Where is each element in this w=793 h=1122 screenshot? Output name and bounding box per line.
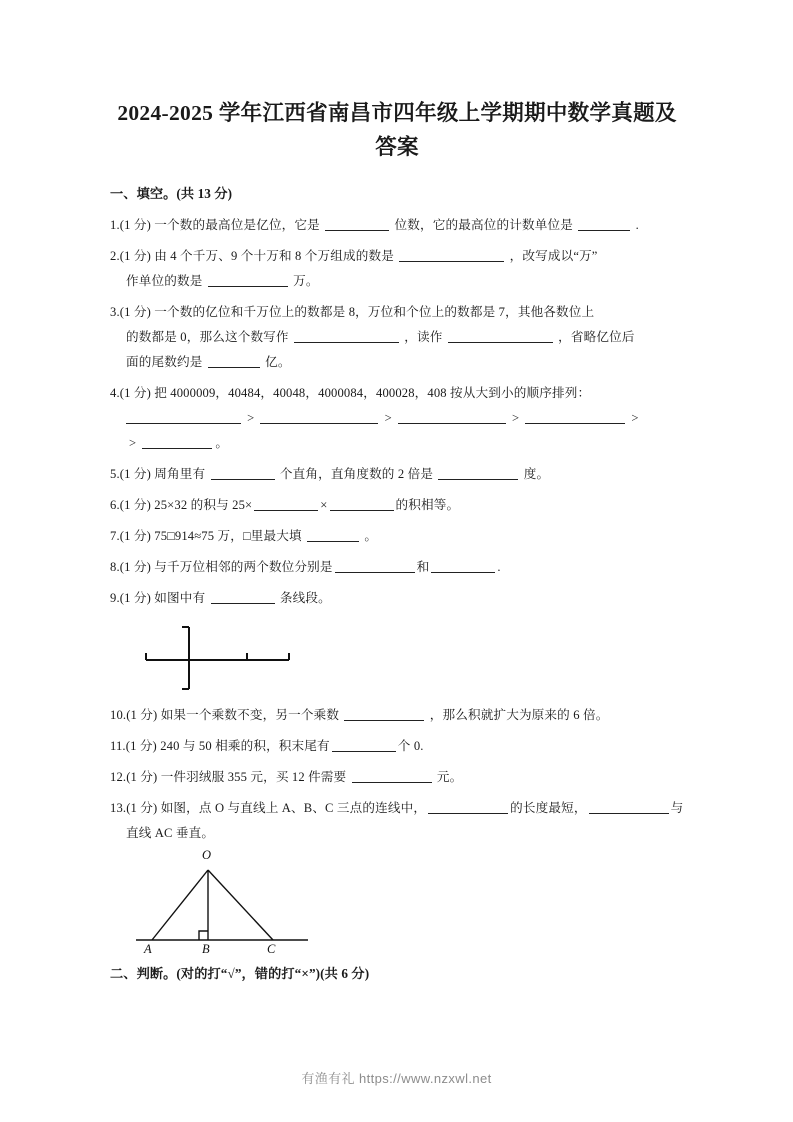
question-4-end-punct: 。 xyxy=(215,436,229,450)
question-2-blank-1[interactable] xyxy=(399,248,504,262)
question-6-blank-2[interactable] xyxy=(330,497,394,511)
question-3-blank-1[interactable] xyxy=(294,329,399,343)
question-4-blank-3[interactable] xyxy=(398,410,506,424)
question-8-text-1: 与千万位相邻的两个数位分别是 xyxy=(154,560,333,574)
question-8-number: 8.(1 分) xyxy=(110,560,151,574)
question-12-text-2: 元。 xyxy=(436,770,463,784)
question-5-text-3: 度。 xyxy=(523,467,550,481)
triangle-figure-svg xyxy=(130,852,360,960)
question-1 xyxy=(110,213,684,238)
question-9-text-1: 如图中有 xyxy=(154,591,206,605)
question-2 xyxy=(110,244,684,294)
question-3-text-2: 的数都是 0，那么这个数写作 xyxy=(126,330,289,344)
question-4-separator-4: > xyxy=(631,411,639,425)
question-1-text-1: 一个数的最高位是亿位，它是 xyxy=(154,218,320,232)
right-angle-marker xyxy=(199,931,208,940)
question-4-number: 4.(1 分) xyxy=(110,386,151,400)
question-12 xyxy=(110,765,684,790)
section-heading-true-false: 二、判断。(对的打“√”，错的打“×”)(共 6 分) xyxy=(110,966,370,981)
question-11-text-2: 个 0. xyxy=(397,739,424,753)
page-title xyxy=(108,96,686,164)
segment-oc xyxy=(208,870,273,940)
question-6-text-2: × xyxy=(320,498,328,512)
question-12-number: 12.(1 分) xyxy=(110,770,158,784)
question-9-blank-1[interactable] xyxy=(211,590,275,604)
question-8-blank-1[interactable] xyxy=(335,559,415,573)
question-7-number: 7.(1 分) xyxy=(110,529,151,543)
question-5-blank-1[interactable] xyxy=(211,466,275,480)
question-9-number: 9.(1 分) xyxy=(110,591,151,605)
question-13-text-4: 直线 AC 垂直。 xyxy=(126,826,215,840)
question-12-blank-1[interactable] xyxy=(352,769,432,783)
question-3-text-5: 面的尾数约是 xyxy=(126,355,203,369)
question-1-blank-2[interactable] xyxy=(578,217,630,231)
question-3-text-6: 亿。 xyxy=(265,355,291,369)
triangle-label-b: B xyxy=(202,942,210,956)
question-10-blank-1[interactable] xyxy=(344,707,424,721)
triangle-label-o: O xyxy=(202,848,212,862)
question-10-text-1: 如果一个乘数不变，另一个乘数 xyxy=(160,708,340,722)
question-8-blank-2[interactable] xyxy=(431,559,495,573)
question-13-blank-1[interactable] xyxy=(428,800,508,814)
question-4-blank-1[interactable] xyxy=(126,410,241,424)
question-3-blank-3[interactable] xyxy=(208,354,260,368)
question-1-blank-1[interactable] xyxy=(325,217,389,231)
question-6 xyxy=(110,493,684,518)
exam-body xyxy=(110,184,684,993)
triangle-label-a: A xyxy=(144,942,152,956)
triangle-figure xyxy=(130,848,360,960)
page-title-line-1: 2024-2025 学年江西省南昌市四年级上学期期中数学真题及 xyxy=(117,101,677,125)
question-2-blank-2[interactable] xyxy=(208,273,288,287)
question-6-blank-1[interactable] xyxy=(254,497,318,511)
footer-watermark: 有渔有礼 https://www.nzxwl.net xyxy=(301,1071,492,1086)
page-title-line-2: 答案 xyxy=(375,135,419,159)
question-4-separator-2: > xyxy=(384,411,392,425)
question-6-text-3: 的积相等。 xyxy=(395,498,460,512)
question-4-blank-4[interactable] xyxy=(525,410,625,424)
segment-oa xyxy=(152,870,208,940)
question-3 xyxy=(110,300,684,375)
question-10-text-2: ，那么积就扩大为原来的 6 倍。 xyxy=(429,708,609,722)
triangle-label-c: C xyxy=(267,942,276,956)
line-segment-figure-svg xyxy=(134,617,434,695)
question-11-text-1: 240 与 50 相乘的积，积末尾有 xyxy=(160,739,330,753)
question-5-text-2: 个直角，直角度数的 2 倍是 xyxy=(279,467,434,481)
question-4-text-1: 把 4000009，40484，40048，4000084，400028，408 按从大到小的顺序排列： xyxy=(154,386,591,400)
question-8-text-2: 和 xyxy=(416,560,430,574)
question-8-text-3: . xyxy=(497,560,501,574)
question-3-text-3: ，读作 xyxy=(404,330,443,344)
question-5-blank-2[interactable] xyxy=(438,466,518,480)
question-9-text-2: 条线段。 xyxy=(279,591,331,605)
question-13 xyxy=(110,796,684,846)
question-7 xyxy=(110,524,684,549)
question-6-text-1: 25×32 的积与 25× xyxy=(154,498,253,512)
line-segment-figure xyxy=(134,617,434,695)
question-1-text-2: 位数，它的最高位的计数单位是 xyxy=(394,218,573,232)
question-5-text-1: 周角里有 xyxy=(154,467,206,481)
question-4-blank-2[interactable] xyxy=(260,410,378,424)
question-2-text-1: 由 4 个千万、9 个十万和 8 个万组成的数是 xyxy=(154,249,394,263)
question-4-separator-1: > xyxy=(247,411,255,425)
question-3-text-4: ，省略亿位后 xyxy=(558,330,635,344)
question-7-text-2: 。 xyxy=(364,529,378,543)
question-1-text-3: . xyxy=(635,218,639,232)
question-2-text-4: 万。 xyxy=(293,274,319,288)
question-6-number: 6.(1 分) xyxy=(110,498,151,512)
question-4 xyxy=(110,381,684,456)
question-10-number: 10.(1 分) xyxy=(110,708,158,722)
question-11-blank-1[interactable] xyxy=(332,738,396,752)
question-3-number: 3.(1 分) xyxy=(110,305,151,319)
question-12-text-1: 一件羽绒服 355 元，买 12 件需要 xyxy=(160,770,347,784)
section-heading-fill-in-blanks: 一、填空。(共 13 分) xyxy=(110,186,233,201)
question-13-number: 13.(1 分) xyxy=(110,801,158,815)
question-9 xyxy=(110,586,684,611)
question-7-text-1: 75□914≈75 万，□里最大填 xyxy=(154,529,302,543)
question-13-text-1: 如图，点 O 与直线上 A、B、C 三点的连线中， xyxy=(160,801,427,815)
question-10 xyxy=(110,703,684,728)
question-2-text-2: ，改写成以“万” xyxy=(509,249,598,263)
question-2-text-3: 作单位的数是 xyxy=(126,274,203,288)
question-3-blank-2[interactable] xyxy=(448,329,553,343)
question-13-blank-2[interactable] xyxy=(589,800,669,814)
question-5-number: 5.(1 分) xyxy=(110,467,151,481)
question-5 xyxy=(110,462,684,487)
question-11 xyxy=(110,734,684,759)
question-4-blank-5[interactable] xyxy=(142,435,212,449)
question-13-text-2: 的长度最短， xyxy=(510,801,587,815)
question-13-text-3: 与 xyxy=(670,801,684,815)
question-4-separator-5: > xyxy=(129,436,137,450)
question-11-number: 11.(1 分) xyxy=(110,739,157,753)
question-1-number: 1.(1 分) xyxy=(110,218,151,232)
question-4-separator-3: > xyxy=(512,411,520,425)
question-2-number: 2.(1 分) xyxy=(110,249,151,263)
question-8 xyxy=(110,555,684,580)
question-3-text-1: 一个数的亿位和千万位上的数都是 8，万位和个位上的数都是 7，其他各数位上 xyxy=(154,305,595,319)
question-7-blank-1[interactable] xyxy=(307,528,359,542)
